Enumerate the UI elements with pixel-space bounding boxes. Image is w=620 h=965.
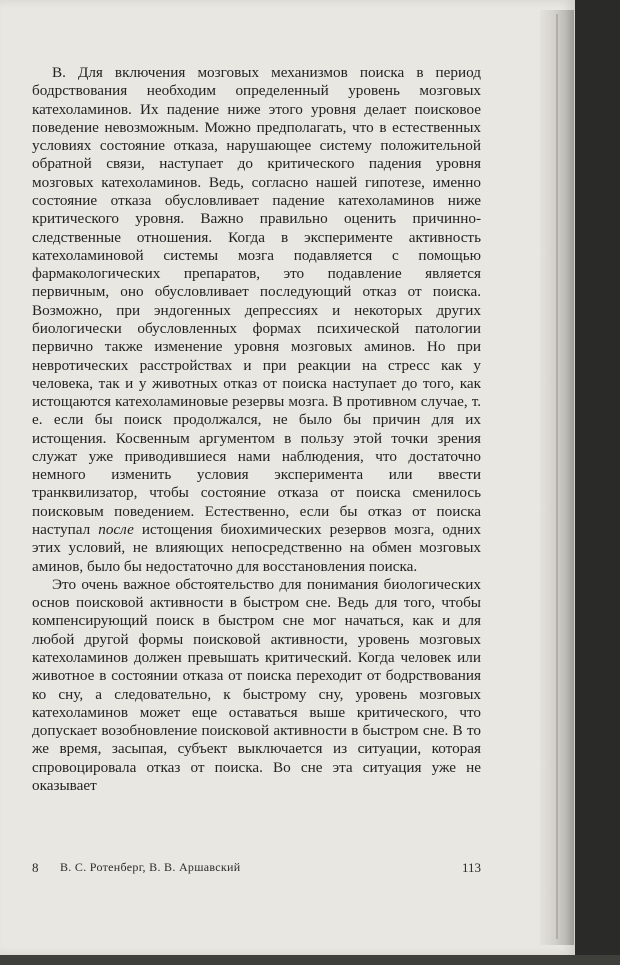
paragraph-text: В. Для включения мозговых механизмов поиска в период бодрствования необходим определенный уровень мозговых катехоламинов. Их падение ниже этого уровня делает поисковое поведение невозможным. Можно предполагать, что в естественных условиях состояние отказа, нарушающее систему положительной обратной связи, наступает до критического падения уровня мозговых катехоламинов. Ведь, согласно нашей гипотезе, именно состояние отказа обусловливает падение катехоламинов ниже критического уровня. Важно правильно оценить причинно-следственные отношения. Когда в эксперименте активность катехоламиновой системы мозга подавляется с помощью фармакологических препаратов, это подавление является первичным, оно обусловливает последующий отказ от поиска. Возможно, при эндогенных депрессиях и некоторых других биологически обусловленных формах психической патологии первично также изменение уровня мозговых аминов. Но при невротических расстройствах и при реакции на стресс как у человека, так и у животных отказ от поиска наступает до того, как истощаются катехоламиновые резервы мозга. В противном случае, т. е. если бы поиск продолжался, не было бы причин для их истощения. Косвенным аргументом в пользу этой точки зрения служат уже приводившиеся нами наблюдения, что достаточно немного изменить условия эксперимента или ввести транквилизатор, чтобы состояние отказа от поиска сменилось поисковым поведением. Естественно, если бы отказ от поиска наступал — [32, 64, 481, 539]
body-text — [32, 64, 481, 795]
background-strip — [575, 0, 620, 965]
bottom-background-strip — [0, 955, 620, 965]
paragraph-text: Это очень важное обстоятельство для понимания биологических основ поисковой активности в быстром сне. Ведь для того, чтобы компенсирующий поиск в быстром сне мог начаться, как и для любой другой формы поисковой активности, уровень мозговых катехоламинов должен превышать критический. Когда человек или животное в состоянии отказа от поиска переходит от бодрствования ко сну, а следовательно, к быстрому сну, уровень мозговых катехоламинов может еще оставаться выше критического, что допускает возобновление поисковой активности в быстром сне. В то же время, засыпая, субъект выключается из ситуации, которая спровоцировала отказ от поиска. Во сне эта ситуация уже не оказывает — [32, 575, 481, 794]
paragraph — [32, 64, 481, 576]
paragraph — [32, 576, 481, 795]
page-footer — [32, 860, 481, 880]
signature-authors: В. С. Ротенберг, В. В. Аршавский — [60, 860, 241, 874]
page-edge-shadow — [556, 14, 558, 939]
paragraph-text-continued: истощения биохимических резервов мозга, одних этих условий, не влияющих непосредственно на обмен мозговых аминов, было бы недостаточно для восстановления поиска. — [32, 521, 481, 575]
emphasis-text: после — [98, 521, 134, 539]
signature-number: 8 — [32, 860, 39, 875]
page-number: 113 — [461, 860, 481, 875]
